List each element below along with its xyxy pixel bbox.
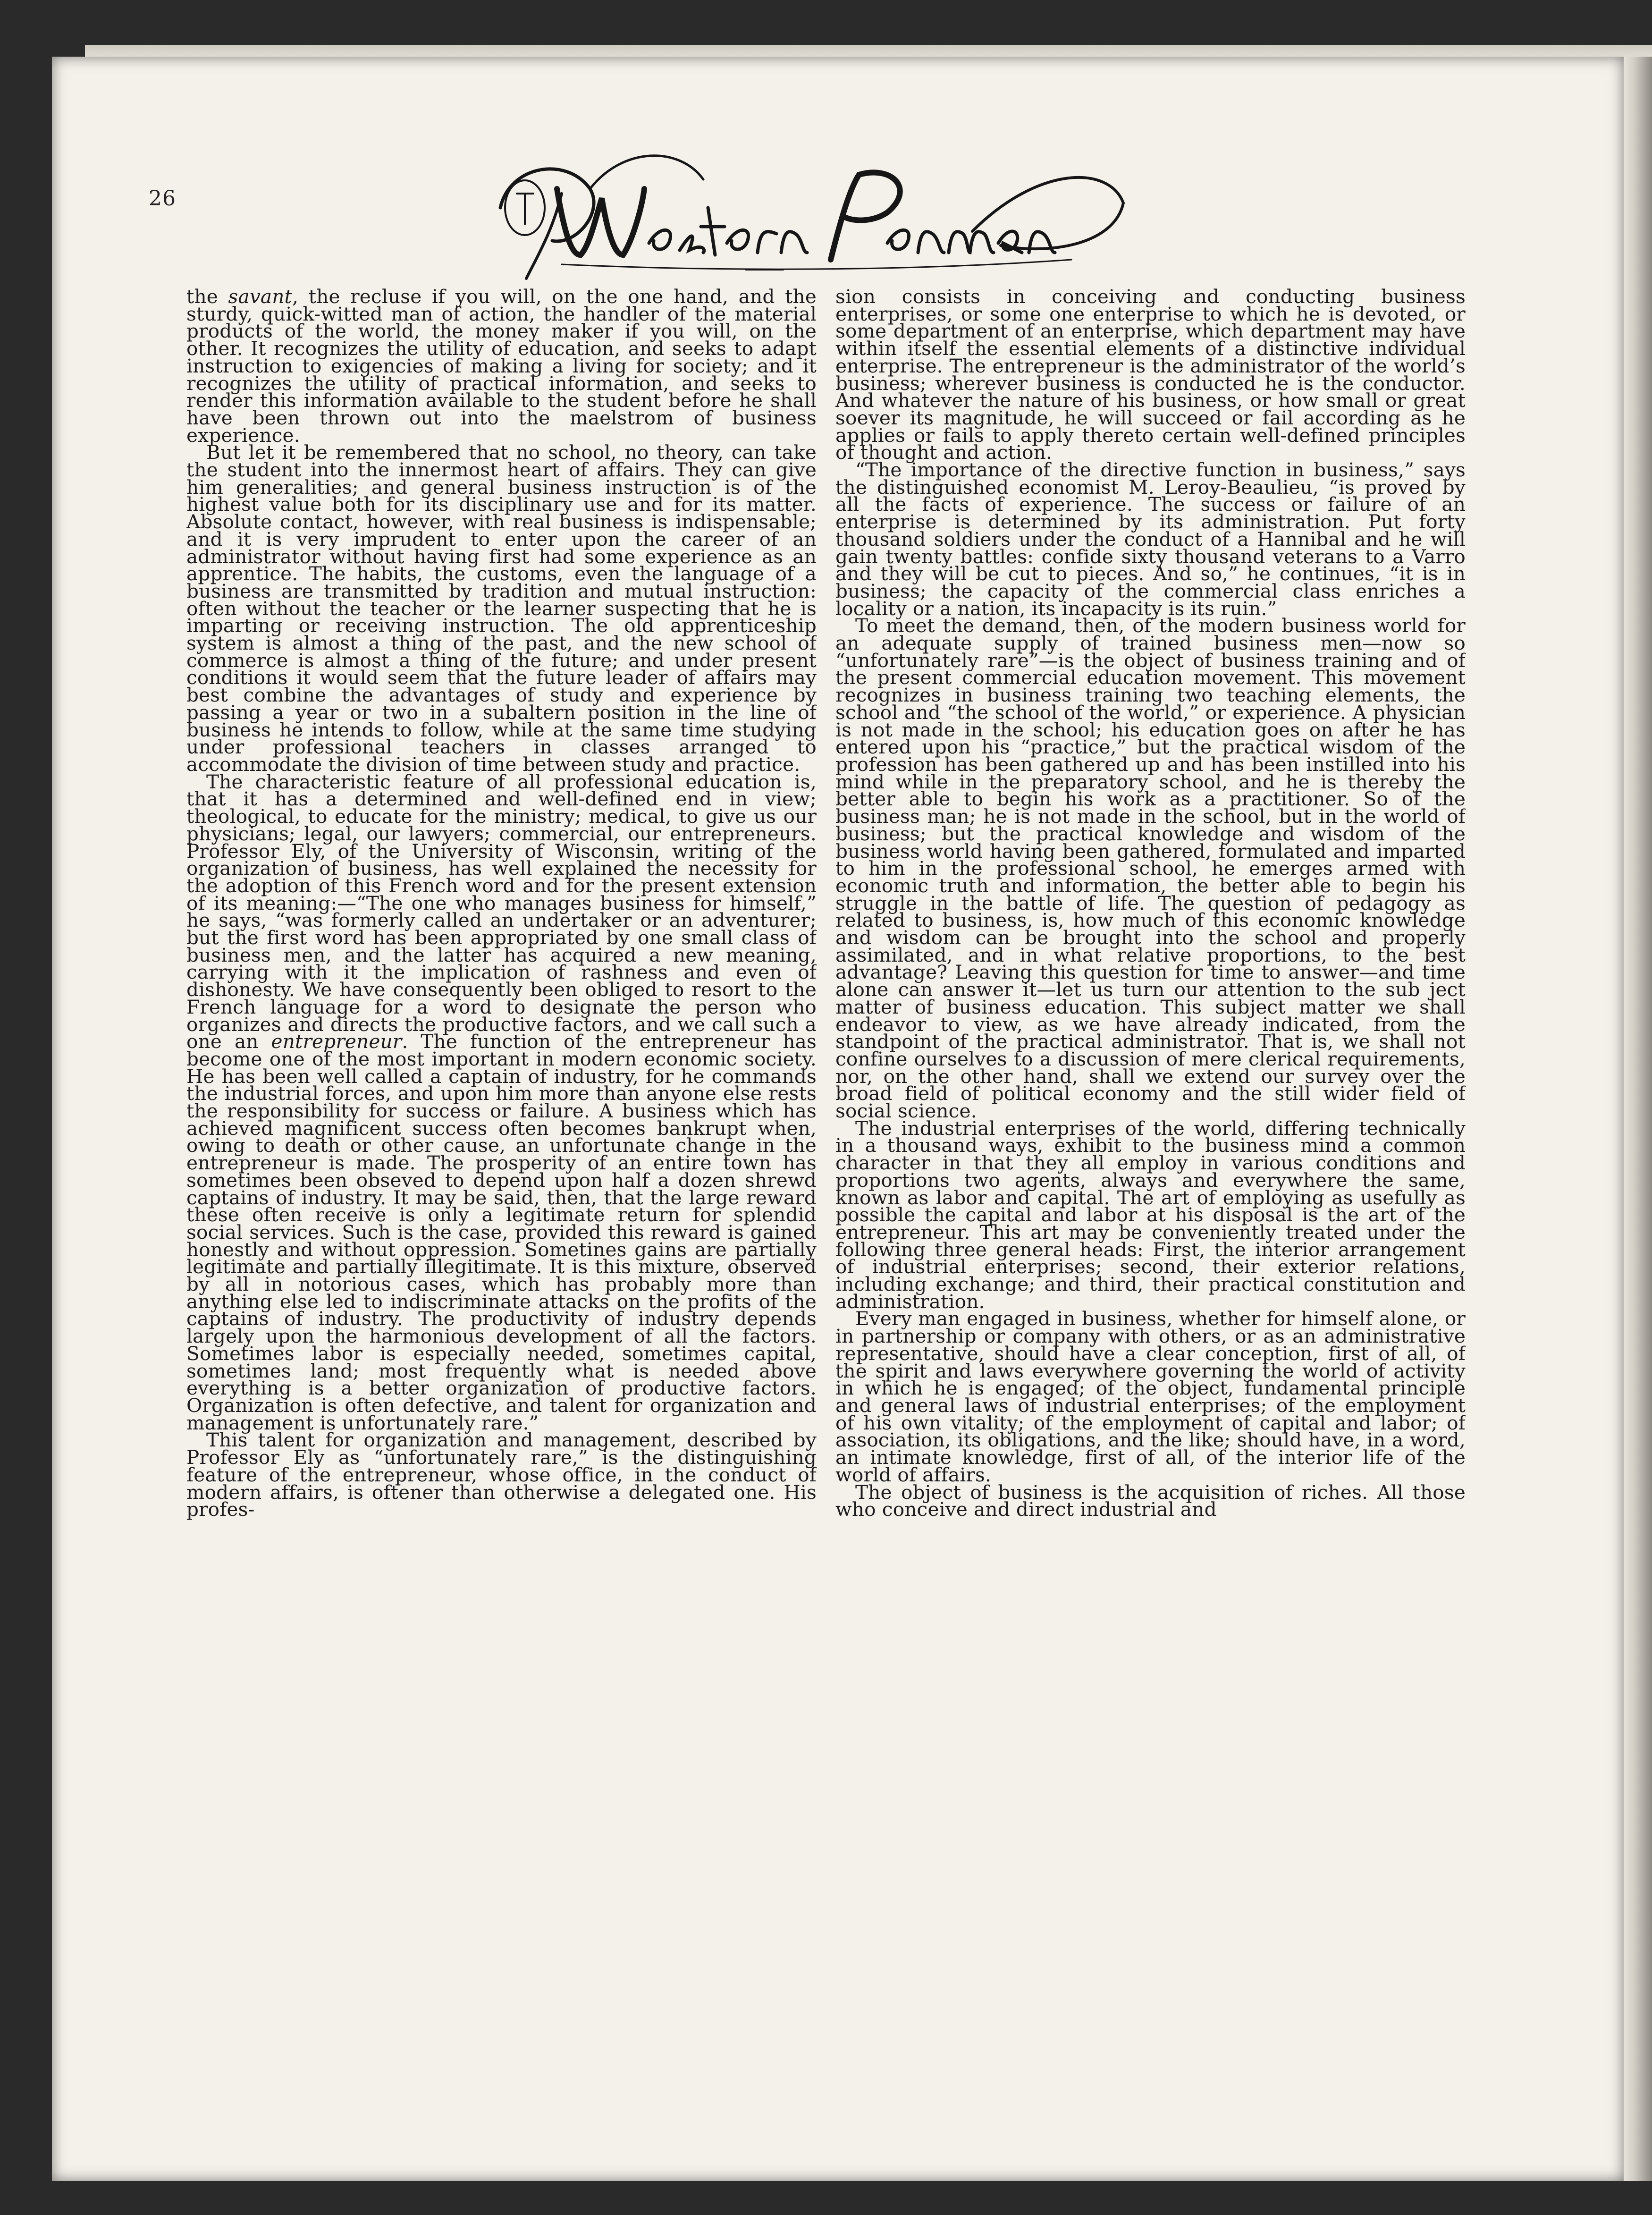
right-paragraph-6: The object of business is the acquisition of riches. All those who conceive and direct industrial and [835, 1480, 1466, 1521]
right-paragraph-3: To meet the demand, then, of the modern business world for an adequate supply of trained business men—now so “unfortunately rare”—is the object of business training and of the present commercial education movement. This movement recognizes in business training two teaching elements, the school and “the school of the world,” or experience. A physician is not made in the school; his education goes on after he has entered upon his “practice,” but the practical wisdom of the profession has been gathered up and has been instilled into his mind while in the preparatory school, and he is thereby the better able to begin his work as a practitioner. So of the business man; he is not made in the school, but in the world of business; but the practical knowledge and wisdom of the business world having been gathered, formulated and imparted to him in the professional school, he emerges armed with economic truth and information, the better able to begin his struggle in the battle of life. The question of pedagogy as related to business, is, how much of this economic knowledge and wisdom can be brought into the school and properly assimilated, and in what relative proportions, to the best advantage? Leaving this question for time to answer—and time alone can answer it—let us turn our attention to the sub ject matter of business education. This subject matter we shall endeavor to view, as we have already indicated, from the standpoint of the practical administrator. That is, we shall not confine ourselves to a discussion of mere clerical requirements, nor, on the other hand, shall we extend our survey over the broad field of political economy and the still wider field of social science. [835, 614, 1466, 1123]
right-paragraph-5: Every man engaged in business, whether for himself alone, or in partnership or company with others, or as an administrative representative, should have a clear conception, first of all, of the spirit and laws everywhere governing the world of activity in which he is engaged; of the object, fundamental principle and general laws of industrial enterprises; of the employment of his own vitality; of the employment of capital and labor; of association, its obligations, and the like; should have, in a word, an intimate knowledge, first of all, of the interior life of the world of affairs. [835, 1307, 1466, 1486]
page-right-edge [1624, 57, 1652, 2181]
masthead-logo [481, 137, 1133, 283]
right-paragraph-1: sion consists in conceiving and conducting business enterprises, or some one enterprise to which he is devoted, or some department of an enterprise, which department may have within itself the essential elements of a distinctive individual enterprise. The entrepreneur is the administrator of the world’s business; wherever business is conducted he is the conductor. And whatever the nature of his business, or how small or great soever its magnitude, he will succeed or fail according as he applies or fails to apply thereto certain well-defined principles of thought and action. [835, 288, 1466, 464]
left-paragraph-3: The characteristic feature of all professional education is, that it has a determined and well-defined end in view; theological, to educate for the ministry; medical, to give us our physicians; legal, our lawyers; commercial, our entrepreneurs. Professor Ely, of the University of Wisconsin, writing of the organization of business, has well explained the necessity for the adoption of this French word and for the present extension of its meaning:—“The one who manages business for himself,” he says, “was formerly called an undertaker or an adventurer; but the first word has been appropriated by one small class of business men, and the latter has acquired a new meaning, carrying with it the implication of rashness and even of dishonesty. We have consequently been obliged to resort to the French language for a word to designate the person who organizes and directs the productive factors, and we call such a one an entrepreneur. The function of the entrepreneur has become one of the most important in modern economic society. He has been well called a captain of industry, for he commands the industrial forces, and upon him more than anyone else rests the responsibility for success or failure. A business which has achieved magnificent success often becomes bankrupt when, owing to death or other cause, an unfortunate change in the entrepreneur is made. The prosperity of an entire town has sometimes been obseved to depend upon half a dozen shrewd captains of industry. It may be said, then, that the large reward these often receive is only a legitimate return for splendid social services. Such is the case, provided this reward is gained honestly and without oppression. Sometines gains are partially legitimate and partially illegitimate. It is this mixture, observed by all in notorious cases, which has probably more than anything else led to indiscriminate attacks on the profits of the captains of industry. The productivity of industry depends largely upon the harmonious development of all the factors. Sometimes labor is especially needed, sometimes capital, sometimes land; most frequently what is needed above everything is a better organization of productive factors. Organization is often defective, and talent for organization and management is unfortunately rare.” [186, 770, 817, 1434]
left-paragraph-1: the savant, the recluse if you will, on the one hand, and the sturdy, quick-witted man of action, the handler of the material products of the world, the money maker if you will, on the other. It recognizes the utility of education, and seeks to adapt instruction to exigencies of making a living for society; and it recognizes the utility of practical information, and seeks to render this information available to the student before he shall have been thrown out into the maelstrom of business experience. [186, 288, 817, 447]
left-paragraph-2: But let it be remembered that no school, no theory, can take the student into the innermost heart of affairs. They can give him generalities; and general business instruction is of the highest value both for its disciplinary use and for its matter. Absolute contact, however, with real business is indispensable; and it is very imprudent to enter upon the career of an administrator without having first had some experience as an apprentice. The habits, the customs, even the language of a business are transmitted by tradition and mutual instruction: often without the teacher or the learner suspecting that he is imparting or receiving instruction. The old apprenticeship system is almost a thing of the past, and the new school of commerce is almost a thing of the future; and under present conditions it would seem that the future leader of affairs may best combine the advantages of study and experience by passing a year or two in a subaltern position in the line of business he intends to follow, while at the same time studying under professional teachers in classes arranged to accommodate the division of time between study and practice. [186, 441, 817, 776]
left-paragraph-4: This talent for organization and management, described by Professor Ely as “unfortunately rare,” is the distinguishing feature of the entrepreneur, whose office, in the conduct of modern affairs, is oftener than otherwise a delegated one. His profes- [186, 1429, 817, 1521]
text-column-right [835, 288, 1466, 2101]
right-paragraph-2: “The importance of the directive function in business,” says the distinguished economist M. Leroy-Beaulieu, “is proved by all the facts of experience. The success or failure of an enterprise is determined by its administration. Put forty thousand soldiers under the conduct of a Hannibal and he will gain twenty battles: confide sixty thousand veterans to a Varro and they will be cut to pieces. And so,” he continues, “it is in business; the capacity of the commercial class enriches a locality or a nation, its incapacity is its ruin.” [835, 458, 1466, 620]
text-column-left [186, 288, 817, 2101]
right-paragraph-4: The industrial enterprises of the world, differing technically in a thousand ways, exhibit to the business mind a common character in that they all employ in various conditions and proportions two agents, always and everywhere the same, known as labor and capital. The art of employing as usefully as possible the capital and labor at his disposal is the art of the entrepreneur. This art may be conveniently treated under the following three general heads: First, the interior arrangement of industrial enterprises; second, their exterior relations, including exchange; and third, their practical constitution and administration. [835, 1116, 1466, 1313]
page-number: 26 [149, 186, 176, 211]
